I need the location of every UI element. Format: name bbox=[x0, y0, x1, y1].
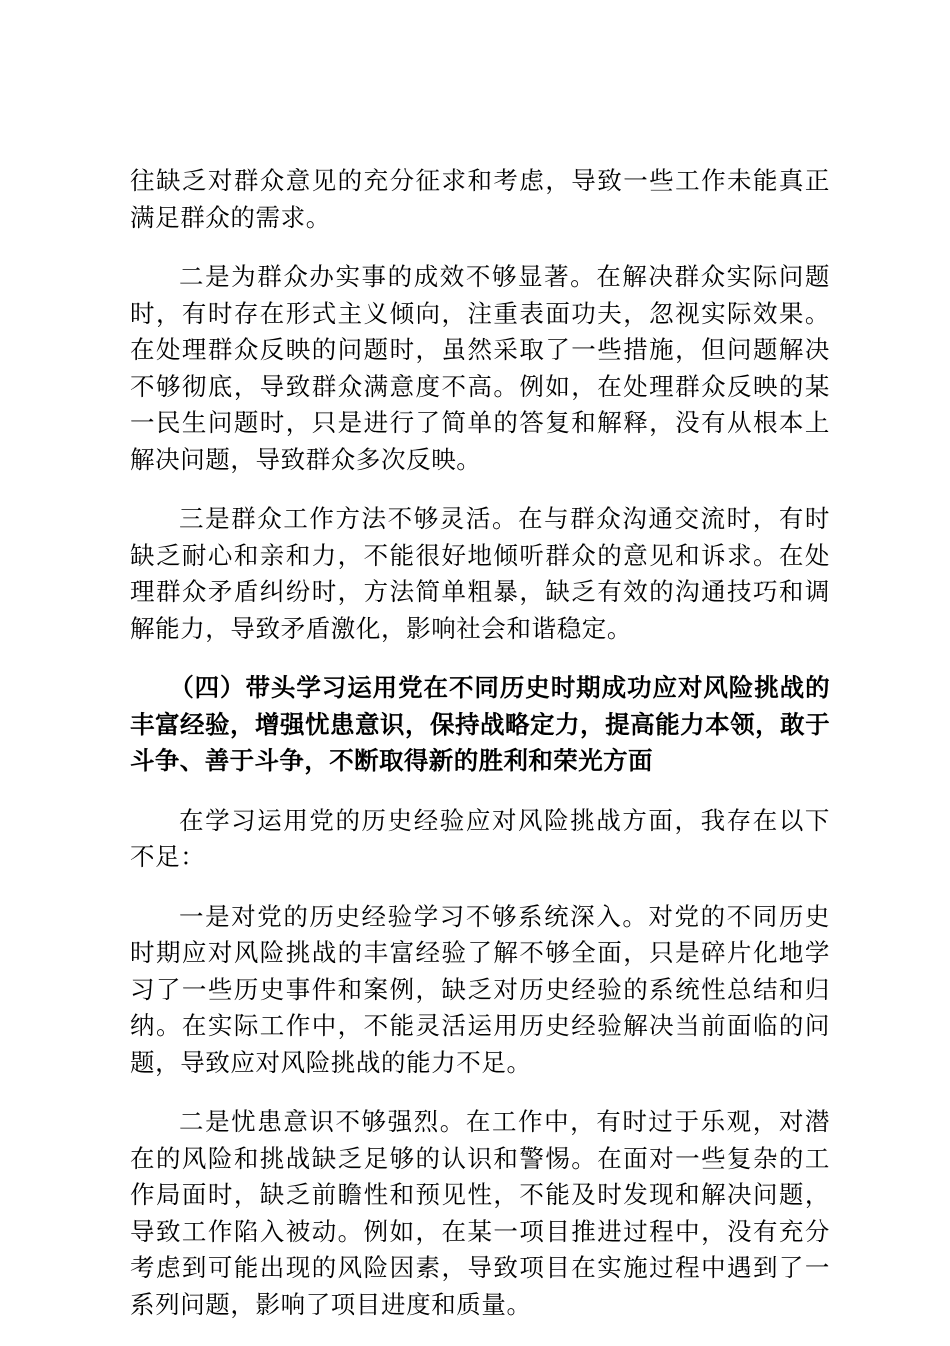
section-heading-four: （四）带头学习运用党在不同历史时期成功应对风险挑战的丰富经验，增强忧患意识，保持战略定力，提高能力本领，敢于斗争、善于斗争，不断取得新的胜利和荣光方面 bbox=[130, 673, 830, 775]
paragraph-point-three-work-methods: 三是群众工作方法不够灵活。在与群众沟通交流时，有时缺乏耐心和亲和力，不能很好地倾听群众的意见和诉求。在处理群众矛盾纠纷时，方法简单粗暴，缺乏有效的沟通技巧和调解能力，导致矛盾激化，影响社会和谐稳定。 bbox=[130, 504, 830, 643]
paragraph-point-two-risk-awareness: 二是忧患意识不够强烈。在工作中，有时过于乐观，对潜在的风险和挑战缺乏足够的认识和警惕。在面对一些复杂的工作局面时，缺乏前瞻性和预见性，不能及时发现和解决问题，导致工作陷入被动。例如，在某一项目推进过程中，没有充分考虑到可能出现的风险因素，导致项目在实施过程中遇到了一系列问题，影响了项目进度和质量。 bbox=[130, 1107, 830, 1319]
document-body bbox=[130, 163, 830, 1346]
paragraph-point-one-history-study: 一是对党的历史经验学习不够系统深入。对党的不同历史时期应对风险挑战的丰富经验了解不够全面，只是碎片化地学习了一些历史事件和案例，缺乏对历史经验的系统性总结和归纳。在实际工作中，不能灵活运用历史经验解决当前面临的问题，导致应对风险挑战的能力不足。 bbox=[130, 901, 830, 1077]
paragraph-point-two-service-effectiveness: 二是为群众办实事的成效不够显著。在解决群众实际问题时，有时存在形式主义倾向，注重表面功夫，忽视实际效果。在处理群众反映的问题时，虽然采取了一些措施，但问题解决不够彻底，导致群众满意度不高。例如，在处理群众反映的某一民生问题时，只是进行了简单的答复和解释，没有从根本上解决问题，导致群众多次反映。 bbox=[130, 262, 830, 474]
paragraph-continued-text: 往缺乏对群众意见的充分征求和考虑，导致一些工作未能真正满足群众的需求。 bbox=[130, 166, 830, 232]
paragraph-section-intro: 在学习运用党的历史经验应对风险挑战方面，我存在以下不足： bbox=[130, 805, 830, 871]
